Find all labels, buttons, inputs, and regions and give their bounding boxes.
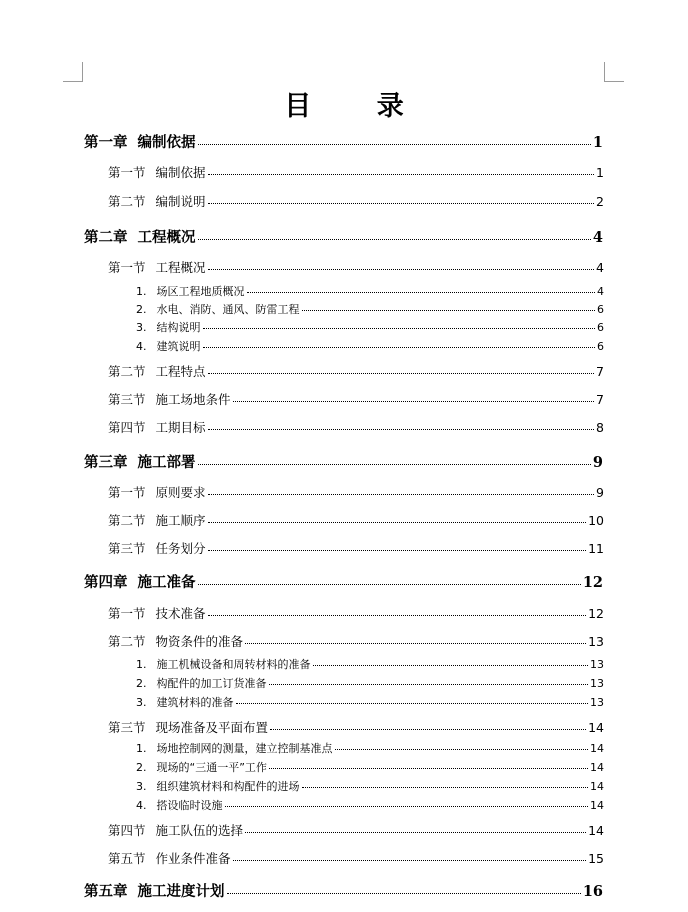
toc-page-number: 8	[596, 420, 604, 435]
toc-entry-level-3[interactable]	[136, 694, 604, 710]
toc-page-number: 10	[588, 513, 604, 528]
toc-entry-title: 结构说明	[156, 321, 201, 334]
toc-entry-title: 作业条件准备	[155, 851, 231, 866]
toc-leader-dots	[302, 787, 589, 788]
toc-leader-dots	[208, 522, 587, 523]
toc-leader-dots	[269, 684, 589, 685]
toc-entry-title: 技术准备	[155, 606, 206, 621]
toc-entry-title: 场区工程地质概况	[156, 285, 245, 298]
toc-entry-number: 第五章	[84, 883, 128, 900]
toc-leader-dots	[335, 749, 589, 750]
toc-entry-label	[108, 483, 206, 501]
toc-entry-level-2[interactable]	[108, 362, 604, 380]
toc-entry-label	[84, 880, 225, 901]
toc-entry-number: 第二章	[84, 229, 128, 246]
toc-entry-number: 3.	[136, 696, 147, 709]
toc-entry-level-1[interactable]	[84, 880, 603, 901]
toc-leader-dots	[233, 860, 587, 861]
toc-entry-number: 2.	[136, 677, 147, 690]
toc-entry-title: 施工场地条件	[155, 392, 231, 407]
toc-entry-title: 组织建筑材料和构配件的进场	[156, 780, 300, 793]
toc-page-number: 13	[588, 634, 604, 649]
toc-page-number: 15	[588, 851, 604, 866]
toc-entry-title: 施工机械设备和周转材料的准备	[156, 658, 311, 671]
toc-entry-level-3[interactable]	[136, 797, 604, 813]
toc-entry-label	[84, 451, 196, 472]
toc-leader-dots	[198, 464, 591, 465]
toc-entry-number: 第三节	[108, 720, 146, 735]
toc-entry-level-3[interactable]	[136, 301, 604, 317]
toc-leader-dots	[203, 328, 596, 329]
toc-entry-level-1[interactable]	[84, 451, 603, 472]
toc-entry-number: 第一节	[108, 260, 146, 275]
toc-entry-title: 现场准备及平面布置	[155, 720, 269, 735]
toc-leader-dots	[233, 401, 595, 402]
toc-entry-title: 场地控制网的测量，建立控制基准点	[156, 742, 333, 755]
toc-page-number: 14	[588, 823, 604, 838]
toc-leader-dots	[198, 144, 591, 145]
toc-leader-dots	[208, 494, 595, 495]
toc-page-number: 7	[596, 364, 604, 379]
toc-entry-number: 第一节	[108, 606, 146, 621]
toc-page-number: 9	[592, 454, 603, 471]
toc-entry-title: 编制依据	[155, 165, 206, 180]
toc-entry-label	[136, 301, 300, 317]
toc-entry-number: 第二节	[108, 634, 146, 649]
toc-leader-dots	[208, 615, 587, 616]
toc-entry-title: 施工部署	[137, 454, 196, 471]
toc-entry-title: 搭设临时设施	[156, 799, 223, 812]
toc-entry-title: 施工顺序	[155, 513, 206, 528]
toc-entry-number: 1.	[136, 285, 147, 298]
toc-entry-title: 任务划分	[155, 541, 206, 556]
toc-page-number: 14	[590, 799, 604, 812]
toc-entry-label	[108, 163, 206, 181]
toc-entry-title: 工程概况	[137, 229, 196, 246]
toc-entry-level-3[interactable]	[136, 319, 604, 335]
toc-leader-dots	[208, 550, 587, 551]
toc-page-number: 14	[590, 742, 604, 755]
toc-entry-number: 第三章	[84, 454, 128, 471]
toc-page-number: 13	[590, 677, 604, 690]
toc-entry-title: 编制说明	[155, 194, 206, 209]
toc-entry-label	[108, 418, 206, 436]
toc-page-number: 1	[596, 165, 604, 180]
crop-mark-left-horizontal	[63, 81, 83, 82]
toc-entry-level-3[interactable]	[136, 656, 604, 672]
toc-entry-label	[84, 131, 196, 152]
toc-entry-number: 3.	[136, 780, 147, 793]
toc-page-number: 14	[588, 720, 604, 735]
toc-entry-number: 3.	[136, 321, 147, 334]
toc-entry-level-2[interactable]	[108, 163, 604, 181]
toc-entry-level-1[interactable]	[84, 226, 603, 247]
toc-entry-title: 编制依据	[137, 134, 196, 151]
toc-entry-title: 工程特点	[155, 364, 206, 379]
toc-entry-label	[108, 362, 206, 380]
toc-entry-label	[136, 759, 267, 775]
toc-entry-title: 构配件的加工订货准备	[156, 677, 267, 690]
toc-leader-dots	[198, 239, 591, 240]
toc-leader-dots	[247, 292, 596, 293]
toc-entry-number: 第一章	[84, 134, 128, 151]
toc-entry-level-3[interactable]	[136, 740, 604, 756]
toc-entry-label	[136, 778, 300, 794]
toc-entry-level-3[interactable]	[136, 778, 604, 794]
toc-entry-number: 第三节	[108, 541, 146, 556]
toc-entry-title: 物资条件的准备	[155, 634, 244, 649]
toc-entry-label	[136, 797, 223, 813]
toc-page-number: 13	[590, 658, 604, 671]
toc-page-number: 11	[588, 541, 604, 556]
toc-entry-level-2[interactable]	[108, 718, 604, 736]
toc-page-number: 14	[590, 761, 604, 774]
toc-entry-level-2[interactable]	[108, 192, 604, 210]
crop-mark-left-vertical	[82, 62, 83, 81]
toc-entry-number: 第五节	[108, 851, 146, 866]
toc-leader-dots	[313, 665, 589, 666]
toc-entry-number: 4.	[136, 799, 147, 812]
toc-entry-level-3[interactable]	[136, 338, 604, 354]
toc-entry-level-1[interactable]	[84, 131, 603, 152]
toc-entry-level-3[interactable]	[136, 283, 604, 299]
toc-entry-level-2[interactable]	[108, 604, 604, 622]
toc-entry-label	[108, 258, 206, 276]
toc-entry-label	[136, 283, 245, 299]
toc-entry-label	[84, 226, 196, 247]
toc-entry-label	[108, 539, 206, 557]
toc-entry-label	[108, 718, 268, 736]
toc-entry-level-2[interactable]	[108, 511, 604, 529]
toc-leader-dots	[236, 703, 589, 704]
toc-entry-level-3[interactable]	[136, 759, 604, 775]
toc-leader-dots	[198, 584, 581, 585]
toc-entry-number: 1.	[136, 742, 147, 755]
toc-entry-label	[108, 390, 231, 408]
toc-entry-level-2[interactable]	[108, 849, 604, 867]
toc-leader-dots	[208, 269, 595, 270]
toc-entry-label	[136, 319, 201, 335]
toc-entry-level-2[interactable]	[108, 821, 604, 839]
toc-leader-dots	[269, 768, 588, 769]
toc-entry-number: 第二节	[108, 194, 146, 209]
toc-entry-number: 4.	[136, 340, 147, 353]
toc-entry-number: 第四节	[108, 823, 146, 838]
toc-leader-dots	[208, 174, 595, 175]
toc-entry-title: 建筑说明	[156, 340, 201, 353]
toc-entry-label	[136, 740, 333, 756]
toc-page-number: 1	[592, 134, 603, 151]
toc-entry-number: 2.	[136, 303, 147, 316]
toc-entry-label	[108, 604, 206, 622]
toc-entry-title: 施工队伍的选择	[155, 823, 244, 838]
toc-page-number: 12	[582, 574, 603, 591]
toc-entry-label	[136, 694, 234, 710]
toc-entry-number: 第一节	[108, 165, 146, 180]
toc-page-number: 4	[592, 229, 603, 246]
toc-leader-dots	[225, 806, 589, 807]
toc-page-number: 14	[590, 780, 604, 793]
toc-page-number: 6	[597, 303, 604, 316]
toc-leader-dots	[245, 832, 586, 833]
toc-page-number: 6	[597, 340, 604, 353]
toc-entry-level-2[interactable]	[108, 483, 604, 501]
toc-entry-level-3[interactable]	[136, 675, 604, 691]
toc-entry-title: 工期目标	[155, 420, 206, 435]
toc-entry-label	[136, 656, 311, 672]
toc-entry-label	[108, 849, 231, 867]
toc-entry-title: 建筑材料的准备	[156, 696, 234, 709]
toc-entry-number: 第四章	[84, 574, 128, 591]
toc-entry-title: 工程概况	[155, 260, 206, 275]
toc-entry-label	[136, 338, 201, 354]
toc-entry-title: 现场的“三通一平”工作	[156, 761, 267, 774]
toc-entry-number: 1.	[136, 658, 147, 671]
toc-leader-dots	[203, 347, 596, 348]
toc-entry-number: 2.	[136, 761, 147, 774]
toc-page-number: 4	[596, 260, 604, 275]
toc-entry-label	[108, 192, 206, 210]
toc-entry-number: 第二节	[108, 513, 146, 528]
toc-entry-number: 第四节	[108, 420, 146, 435]
toc-entry-level-2[interactable]	[108, 390, 604, 408]
toc-leader-dots	[227, 893, 581, 894]
toc-page-number: 7	[596, 392, 604, 407]
toc-page-number: 4	[597, 285, 604, 298]
toc-entry-number: 第二节	[108, 364, 146, 379]
toc-entry-level-1[interactable]	[84, 571, 603, 592]
toc-page-number: 16	[582, 883, 603, 900]
toc-page-number: 2	[596, 194, 604, 209]
toc-page-number: 6	[597, 321, 604, 334]
toc-leader-dots	[245, 643, 586, 644]
toc-entry-label	[84, 571, 196, 592]
toc-entry-title: 水电、消防、通风、防雷工程	[156, 303, 300, 316]
toc-leader-dots	[208, 429, 595, 430]
toc-entry-label	[108, 632, 243, 650]
toc-leader-dots	[302, 310, 596, 311]
toc-entry-title: 施工进度计划	[137, 883, 225, 900]
crop-mark-right-horizontal	[604, 81, 624, 82]
toc-entry-title: 原则要求	[155, 485, 206, 500]
page-title: 目 录	[284, 91, 432, 122]
toc-page-number: 12	[588, 606, 604, 621]
crop-mark-right-vertical	[604, 62, 605, 81]
toc-entry-number: 第一节	[108, 485, 146, 500]
toc-entry-level-2[interactable]	[108, 632, 604, 650]
toc-page-number: 13	[590, 696, 604, 709]
toc-entry-level-2[interactable]	[108, 539, 604, 557]
toc-entry-label	[108, 821, 243, 839]
toc-entry-label	[136, 675, 267, 691]
toc-entry-title: 施工准备	[137, 574, 196, 591]
toc-entry-level-2[interactable]	[108, 258, 604, 276]
toc-leader-dots	[208, 203, 595, 204]
toc-leader-dots	[208, 373, 595, 374]
toc-entry-level-2[interactable]	[108, 418, 604, 436]
toc-entry-number: 第三节	[108, 392, 146, 407]
toc-page-number: 9	[596, 485, 604, 500]
toc-leader-dots	[270, 729, 586, 730]
toc-entry-label	[108, 511, 206, 529]
